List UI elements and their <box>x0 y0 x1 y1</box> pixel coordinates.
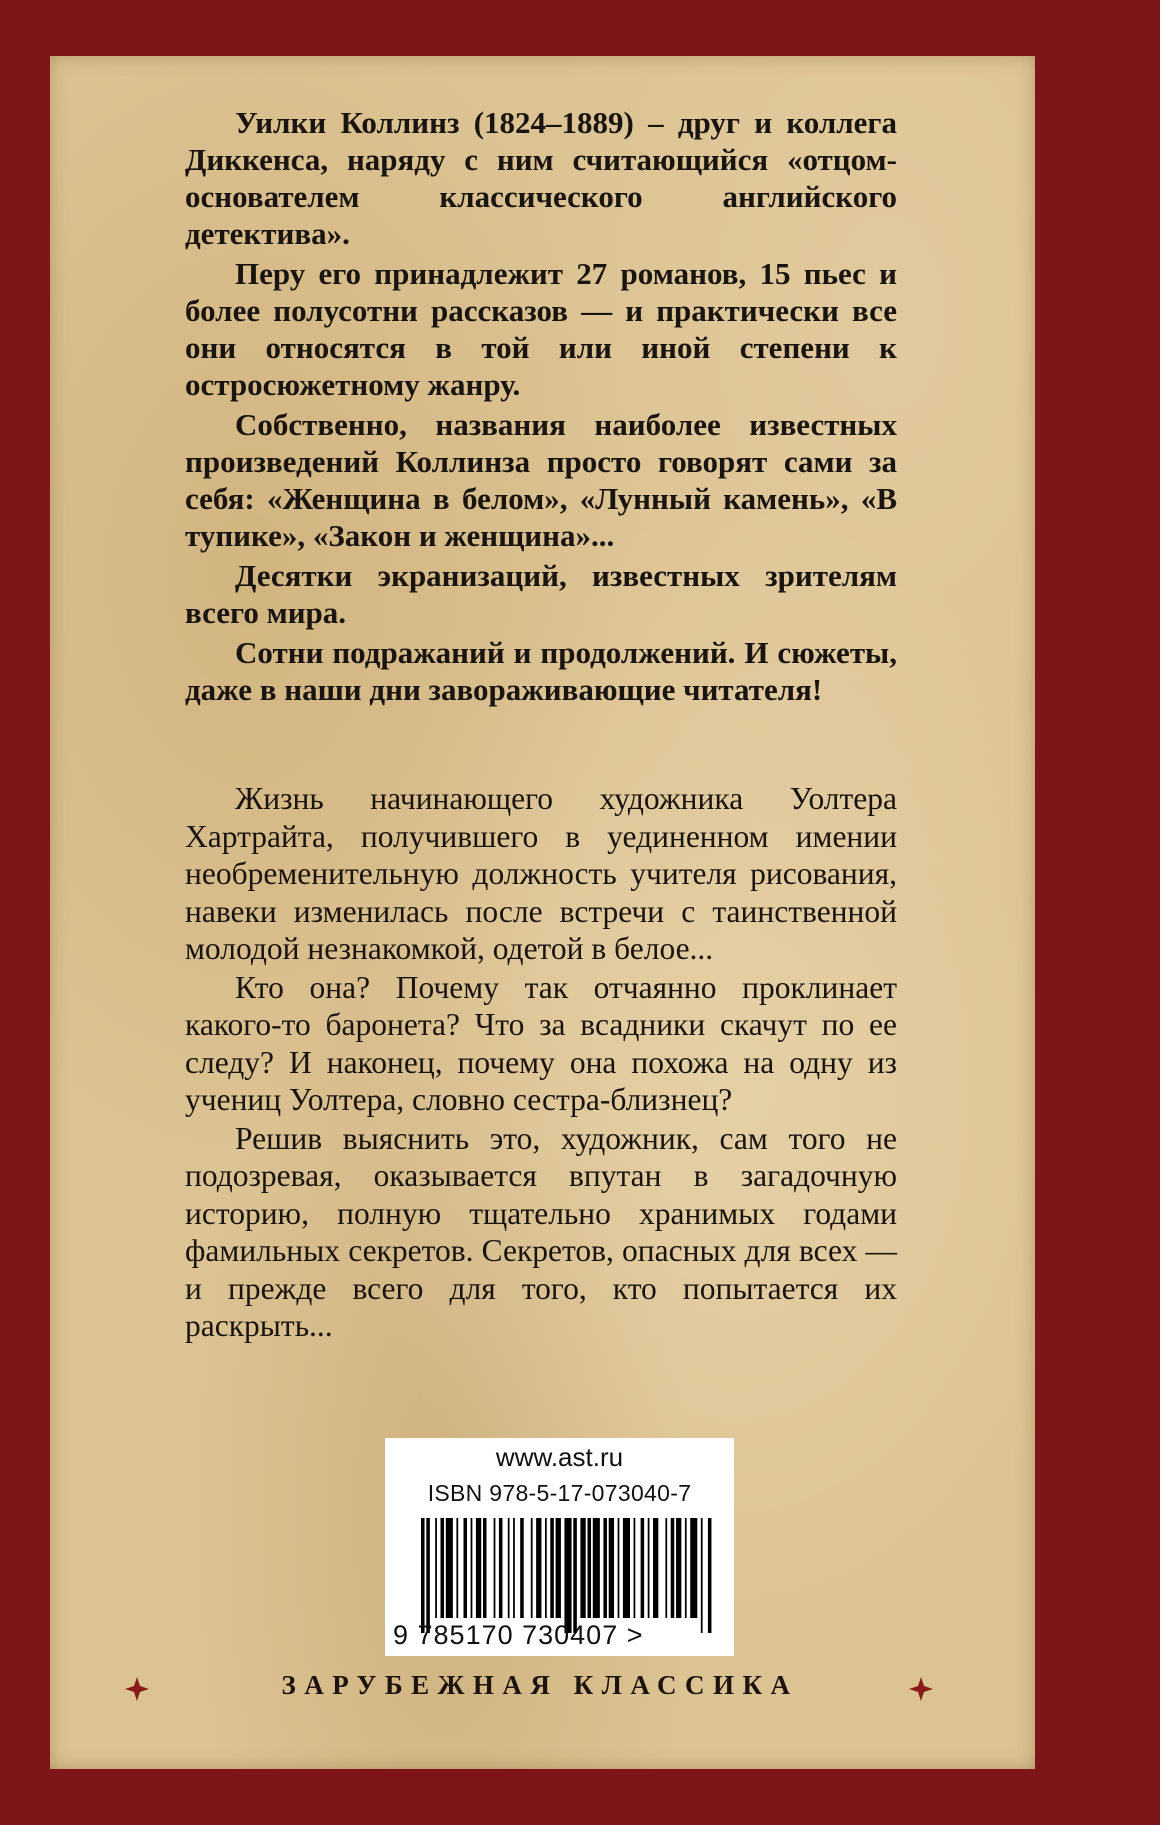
author-intro <box>185 104 897 711</box>
intro-paragraph: Сотни подражаний и продолжений. И сюжеты, даже в наши дни завораживающие читателя! <box>185 635 897 707</box>
barcode-icon <box>421 1518 715 1633</box>
intro-paragraph: Собственно, названия наиболее известных произведений Коллинза просто говорят сами за себя: «Женщина в белом», «Лунный камень», «В тупике», «Закон и женщина»... <box>185 407 897 553</box>
intro-paragraph: Десятки экранизаций, известных зрителям всего мира. <box>185 558 897 630</box>
barcode-digits: 9 785170 730407 > <box>393 1620 644 1650</box>
series-title: ЗАРУБЕЖНАЯ КЛАССИКА <box>281 1670 799 1700</box>
synopsis-paragraph: Решив выяснить это, художник, сам того не подозревая, оказывается впутан в загадочную историю, полную тщательно хранимых годами фамильных секретов. Секретов, опасных для всех — и прежде всего для того, кто попытается их раскрыть... <box>185 1120 897 1343</box>
intro-paragraph: Перу его принадлежит 27 романов, 15 пьес и более полусотни рассказов — и практически все они относятся в той или иной степени к остросюжетному жанру. <box>185 256 897 402</box>
synopsis-paragraph: Кто она? Почему так отчаянно проклинает какого-то баронета? Что за всадники скачут по ее следу? И наконец, почему она похожа на одну из учениц Уолтера, словно сестра-близнец? <box>185 969 897 1117</box>
intro-paragraph: Уилки Коллинз (1824–1889) – друг и коллега Диккенса, наряду с ним считающийся «отцом-основателем классического английского детектива». <box>185 105 897 251</box>
publisher-website: www.ast.ru <box>495 1442 624 1472</box>
book-synopsis <box>185 780 897 1346</box>
synopsis-paragraph: Жизнь начинающего художника Уолтера Хартрайта, получившего в уединенном имении необременительную должность учителя рисования, навеки изменилась после встречи с таинственной молодой незнакомкой, одетой в белое... <box>185 781 897 966</box>
isbn-barcode-box <box>385 1438 734 1656</box>
fleuron-right-icon <box>907 1675 935 1703</box>
isbn-number: ISBN 978-5-17-073040-7 <box>427 1480 692 1506</box>
